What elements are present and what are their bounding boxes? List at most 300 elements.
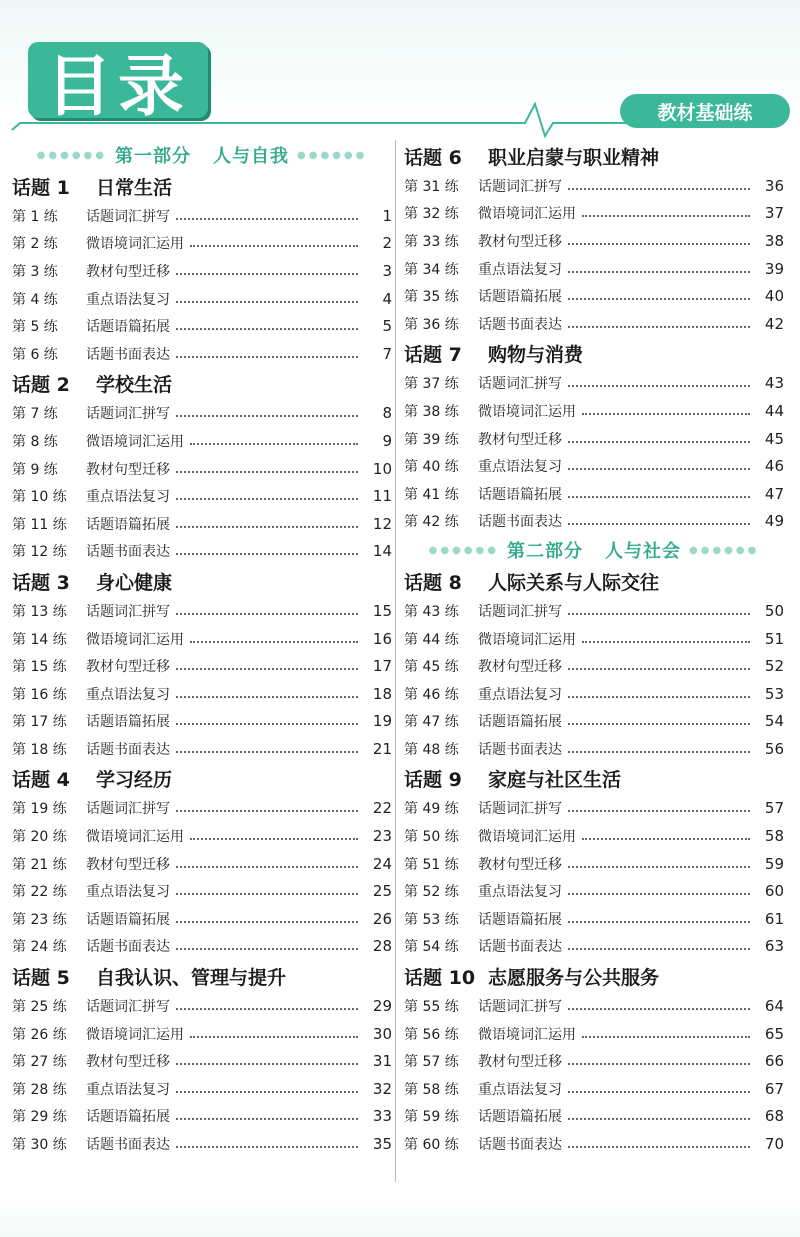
column-divider (395, 140, 396, 1182)
lesson-title: 重点语法复习 (86, 489, 170, 506)
lesson-title: 教材句型迁移 (478, 659, 562, 676)
page-number: 52 (764, 657, 784, 676)
toc-entry[interactable] (404, 933, 784, 961)
dot-leader (568, 326, 750, 328)
toc-entry[interactable] (404, 1130, 784, 1158)
dot-leader (176, 301, 358, 303)
dot-leader (176, 1118, 358, 1120)
lesson-number: 第 55 练 (404, 999, 459, 1016)
page-number: 21 (372, 739, 392, 758)
lesson-number: 第 22 练 (12, 884, 67, 901)
page-number: 51 (764, 629, 784, 648)
toc-entry[interactable] (12, 1047, 392, 1075)
lesson-title: 话题书面表达 (478, 514, 562, 531)
lesson-title: 微语境词汇运用 (478, 631, 576, 648)
dot-leader (176, 553, 358, 555)
lesson-title: 教材句型迁移 (478, 856, 562, 873)
lesson-number: 第 26 练 (12, 1026, 67, 1043)
lesson-number: 第 57 练 (404, 1054, 459, 1071)
toc-entry[interactable] (404, 452, 784, 480)
dot-leader (176, 498, 358, 500)
page-number: 39 (764, 259, 784, 278)
page-number: 36 (764, 176, 784, 195)
page-number: 8 (382, 404, 392, 423)
lesson-number: 第 1 练 (12, 208, 58, 225)
toc-entry[interactable] (404, 397, 784, 425)
toc-entry[interactable] (12, 735, 392, 763)
lesson-number: 第 31 练 (404, 178, 459, 195)
lesson-title: 话题词汇拼写 (478, 178, 562, 195)
toc-entry[interactable] (404, 795, 784, 823)
dot-leader (176, 751, 358, 753)
lesson-title: 重点语法复习 (478, 261, 562, 278)
dot-leader (568, 668, 750, 670)
lesson-number: 第 3 练 (12, 263, 58, 280)
lesson-number: 第 18 练 (12, 741, 67, 758)
page-number: 45 (764, 429, 784, 448)
lesson-title: 教材句型迁移 (478, 431, 562, 448)
lesson-number: 第 43 练 (404, 603, 459, 620)
topic-heading (12, 565, 392, 597)
dot-leader (190, 838, 358, 840)
lesson-number: 第 28 练 (12, 1081, 67, 1098)
lesson-number: 第 36 练 (404, 316, 459, 333)
lesson-title: 重点语法复习 (86, 1081, 170, 1098)
toc-entry[interactable] (404, 877, 784, 905)
page-number: 9 (382, 431, 392, 450)
toc-entry[interactable] (404, 735, 784, 763)
page-number: 26 (372, 909, 392, 928)
lesson-number: 第 49 练 (404, 801, 459, 818)
dot-leader (176, 1146, 358, 1148)
page-number: 1 (382, 206, 392, 225)
topic-name: 人际关系与人际交往 (488, 571, 660, 594)
topic-number: 话题 5 (12, 966, 70, 989)
lesson-title: 话题书面表达 (86, 741, 170, 758)
lesson-title: 话题词汇拼写 (86, 801, 170, 818)
page-number: 58 (764, 827, 784, 846)
page-number: 33 (372, 1107, 392, 1126)
topic-name: 购物与消费 (488, 344, 584, 367)
lesson-number: 第 11 练 (12, 516, 67, 533)
topic-heading (12, 368, 392, 400)
dot-leader (176, 668, 358, 670)
lesson-title: 话题词汇拼写 (86, 999, 170, 1016)
page-number: 19 (372, 712, 392, 731)
page-number: 31 (372, 1052, 392, 1071)
lesson-title: 话题书面表达 (478, 741, 562, 758)
lesson-title: 话题语篇拓展 (478, 1109, 562, 1126)
lesson-title: 重点语法复习 (478, 1081, 562, 1098)
lesson-title: 话题词汇拼写 (86, 208, 170, 225)
lesson-number: 第 2 练 (12, 236, 58, 253)
toc-entry[interactable] (404, 905, 784, 933)
dot-leader (176, 218, 358, 220)
lesson-number: 第 24 练 (12, 939, 67, 956)
toc-entry[interactable] (404, 200, 784, 228)
toc-entry[interactable] (12, 257, 392, 285)
page-number: 7 (382, 344, 392, 363)
lesson-number: 第 47 练 (404, 714, 459, 731)
lesson-number: 第 39 练 (404, 431, 459, 448)
dot-leader (176, 273, 358, 275)
lesson-number: 第 58 练 (404, 1081, 459, 1098)
lesson-number: 第 27 练 (12, 1054, 67, 1071)
lesson-number: 第 32 练 (404, 206, 459, 223)
toc-entry[interactable] (12, 340, 392, 368)
lesson-number: 第 20 练 (12, 829, 67, 846)
page-number: 59 (764, 854, 784, 873)
lesson-title: 话题语篇拓展 (86, 516, 170, 533)
toc-entry[interactable] (12, 680, 392, 708)
toc-entry[interactable] (12, 708, 392, 736)
toc-entry[interactable] (12, 538, 392, 566)
toc-entry[interactable] (404, 652, 784, 680)
toc-entry[interactable] (12, 652, 392, 680)
toc-entry[interactable] (12, 992, 392, 1020)
page-number: 11 (372, 487, 392, 506)
dot-leader (568, 893, 750, 895)
lesson-title: 话题语篇拓展 (478, 714, 562, 731)
lesson-number: 第 29 练 (12, 1109, 67, 1126)
dot-leader (190, 641, 358, 643)
dot-leader (176, 893, 358, 895)
dot-leader (176, 356, 358, 358)
lesson-number: 第 38 练 (404, 403, 459, 420)
page-number: 54 (764, 712, 784, 731)
lesson-number: 第 35 练 (404, 289, 459, 306)
page-number: 43 (764, 374, 784, 393)
decorative-dots: ●●●●●● (36, 149, 107, 161)
dot-leader (568, 1008, 750, 1010)
topic-heading (12, 763, 392, 795)
page-number: 35 (372, 1135, 392, 1154)
page-number: 25 (372, 882, 392, 901)
page-number: 2 (382, 234, 392, 253)
topic-name: 职业启蒙与职业精神 (488, 146, 660, 169)
toc-entry[interactable] (404, 1075, 784, 1103)
page-number: 10 (372, 459, 392, 478)
toc-entry[interactable] (404, 425, 784, 453)
dot-leader (568, 441, 750, 443)
right-topics-b (404, 565, 784, 1158)
toc-entry[interactable] (404, 282, 784, 310)
dot-leader (568, 243, 750, 245)
toc-entry[interactable] (12, 1130, 392, 1158)
part-heading (12, 140, 392, 170)
lesson-number: 第 14 练 (12, 631, 67, 648)
lesson-number: 第 8 练 (12, 433, 58, 450)
lesson-number: 第 9 练 (12, 461, 58, 478)
lesson-title: 话题书面表达 (478, 1137, 562, 1154)
dot-leader (582, 413, 750, 415)
toc-entry[interactable] (404, 822, 784, 850)
lesson-title: 微语境词汇运用 (478, 829, 576, 846)
dot-leader (568, 1146, 750, 1148)
lesson-number: 第 4 练 (12, 291, 58, 308)
dot-leader (176, 1063, 358, 1065)
dot-leader (568, 921, 750, 923)
lesson-number: 第 21 练 (12, 856, 67, 873)
lesson-number: 第 50 练 (404, 829, 459, 846)
page-number: 16 (372, 629, 392, 648)
lesson-number: 第 46 练 (404, 686, 459, 703)
lesson-title: 话题词汇拼写 (478, 999, 562, 1016)
lesson-title: 教材句型迁移 (86, 461, 170, 478)
lesson-title: 微语境词汇运用 (86, 236, 184, 253)
lesson-title: 话题书面表达 (86, 544, 170, 561)
lesson-title: 话题书面表达 (478, 316, 562, 333)
lesson-title: 微语境词汇运用 (86, 631, 184, 648)
topic-name: 学校生活 (96, 374, 173, 397)
lesson-number: 第 42 练 (404, 514, 459, 531)
page-number: 44 (764, 401, 784, 420)
toc-entry[interactable] (404, 172, 784, 200)
lesson-title: 重点语法复习 (86, 884, 170, 901)
dot-leader (582, 838, 750, 840)
section-badge: 教材基础练 (620, 94, 790, 128)
lesson-number: 第 5 练 (12, 319, 58, 336)
lesson-title: 重点语法复习 (478, 884, 562, 901)
toc-entry[interactable] (12, 427, 392, 455)
lesson-number: 第 45 练 (404, 659, 459, 676)
lesson-number: 第 19 练 (12, 801, 67, 818)
toc-entry[interactable] (12, 1075, 392, 1103)
lesson-title: 教材句型迁移 (478, 233, 562, 250)
page-number: 23 (372, 827, 392, 846)
dot-leader (176, 328, 358, 330)
dot-leader (190, 1036, 358, 1038)
lesson-title: 微语境词汇运用 (478, 206, 576, 223)
toc-entry[interactable] (404, 1047, 784, 1075)
topic-heading (404, 565, 784, 597)
toc-entry[interactable] (12, 400, 392, 428)
page-number: 46 (764, 457, 784, 476)
lesson-number: 第 12 练 (12, 544, 67, 561)
lesson-title: 教材句型迁移 (478, 1054, 562, 1071)
page-number: 56 (764, 739, 784, 758)
toc-entry[interactable] (404, 992, 784, 1020)
lesson-title: 教材句型迁移 (86, 659, 170, 676)
lesson-number: 第 54 练 (404, 939, 459, 956)
toc-entry[interactable] (12, 795, 392, 823)
page-number: 66 (764, 1052, 784, 1071)
lesson-title: 话题书面表达 (478, 939, 562, 956)
topic-number: 话题 3 (12, 571, 70, 594)
toc-entry[interactable] (12, 312, 392, 340)
lesson-number: 第 10 练 (12, 489, 67, 506)
dot-leader (568, 866, 750, 868)
page-number: 22 (372, 799, 392, 818)
page-number: 15 (372, 601, 392, 620)
topic-heading (404, 338, 784, 370)
toc-entry[interactable] (12, 1020, 392, 1048)
topic-number: 话题 10 (404, 966, 476, 989)
part-heading (404, 535, 784, 565)
toc-entry[interactable] (12, 850, 392, 878)
lesson-title: 话题词汇拼写 (478, 376, 562, 393)
lesson-number: 第 40 练 (404, 459, 459, 476)
toc-entry[interactable] (404, 850, 784, 878)
toc-entry[interactable] (12, 455, 392, 483)
dot-leader (190, 443, 358, 445)
lesson-number: 第 16 练 (12, 686, 67, 703)
dot-leader (176, 415, 358, 417)
decorative-dots: ●●●●●● (689, 544, 760, 556)
toc-entry[interactable] (12, 933, 392, 961)
toc-entry[interactable] (12, 877, 392, 905)
page-header (0, 0, 800, 150)
toc-entry[interactable] (404, 310, 784, 338)
toc-entry[interactable] (12, 230, 392, 258)
toc-entry[interactable] (12, 1103, 392, 1131)
toc-entry[interactable] (12, 905, 392, 933)
lesson-title: 教材句型迁移 (86, 263, 170, 280)
lesson-title: 微语境词汇运用 (86, 433, 184, 450)
lesson-number: 第 7 练 (12, 406, 58, 423)
page-number: 67 (764, 1079, 784, 1098)
toc-left-column (12, 140, 392, 1158)
toc-entry[interactable] (404, 227, 784, 255)
page-number: 5 (382, 317, 392, 336)
topic-name: 日常生活 (96, 176, 173, 199)
lesson-number: 第 48 练 (404, 741, 459, 758)
topic-name: 家庭与社区生活 (488, 769, 622, 792)
dot-leader (568, 723, 750, 725)
lesson-title: 话题语篇拓展 (86, 911, 170, 928)
topic-number: 话题 6 (404, 146, 462, 169)
page-number: 47 (764, 484, 784, 503)
page-number: 4 (382, 289, 392, 308)
dot-leader (568, 948, 750, 950)
lesson-number: 第 41 练 (404, 486, 459, 503)
lesson-title: 重点语法复习 (86, 686, 170, 703)
page-number: 40 (764, 287, 784, 306)
toc-entry[interactable] (404, 370, 784, 398)
topic-heading (12, 170, 392, 202)
page-number: 50 (764, 601, 784, 620)
lesson-title: 话题语篇拓展 (86, 319, 170, 336)
lesson-number: 第 23 练 (12, 911, 67, 928)
lesson-number: 第 44 练 (404, 631, 459, 648)
page-number: 53 (764, 684, 784, 703)
toc-entry[interactable] (12, 625, 392, 653)
decorative-dots: ●●●●●● (297, 149, 368, 161)
lesson-number: 第 56 练 (404, 1026, 459, 1043)
toc-entry[interactable] (12, 285, 392, 313)
dot-leader (582, 215, 750, 217)
dot-leader (568, 1063, 750, 1065)
lesson-title: 重点语法复习 (478, 686, 562, 703)
topic-name: 志愿服务与公共服务 (488, 966, 660, 989)
part-name: 人与自我 (213, 146, 289, 167)
dot-leader (568, 271, 750, 273)
topic-name: 学习经历 (96, 769, 173, 792)
page-number: 30 (372, 1024, 392, 1043)
dot-leader (176, 723, 358, 725)
topic-number: 话题 7 (404, 344, 462, 367)
dot-leader (568, 1091, 750, 1093)
page-number: 32 (372, 1079, 392, 1098)
lesson-number: 第 51 练 (404, 856, 459, 873)
dot-leader (568, 696, 750, 698)
part-label: 第一部分 (115, 146, 191, 167)
left-topics (12, 170, 392, 1158)
dot-leader (568, 1118, 750, 1120)
lesson-title: 话题语篇拓展 (478, 289, 562, 306)
dot-leader (176, 866, 358, 868)
lesson-number: 第 15 练 (12, 659, 67, 676)
toc-entry[interactable] (404, 625, 784, 653)
lesson-title: 话题语篇拓展 (86, 1109, 170, 1126)
lesson-title: 重点语法复习 (86, 291, 170, 308)
lesson-number: 第 52 练 (404, 884, 459, 901)
right-topics-a (404, 140, 784, 535)
page-number: 70 (764, 1135, 784, 1154)
page-number: 64 (764, 997, 784, 1016)
topic-name: 自我认识、管理与提升 (96, 966, 287, 989)
dot-leader (176, 810, 358, 812)
page-number: 12 (372, 514, 392, 533)
dot-leader (176, 696, 358, 698)
lesson-title: 教材句型迁移 (86, 1054, 170, 1071)
lesson-title: 微语境词汇运用 (86, 829, 184, 846)
dot-leader (176, 1008, 358, 1010)
lesson-title: 话题词汇拼写 (86, 406, 170, 423)
toc-entry[interactable] (404, 508, 784, 536)
dot-leader (568, 468, 750, 470)
dot-leader (190, 245, 358, 247)
page-number: 42 (764, 314, 784, 333)
lesson-title: 微语境词汇运用 (86, 1026, 184, 1043)
page-number: 60 (764, 882, 784, 901)
toc-entry[interactable] (404, 597, 784, 625)
lesson-title: 话题词汇拼写 (478, 801, 562, 818)
dot-leader (568, 385, 750, 387)
lesson-title: 重点语法复习 (478, 459, 562, 476)
lesson-title: 话题书面表达 (86, 939, 170, 956)
toc-entry[interactable] (404, 255, 784, 283)
dot-leader (568, 188, 750, 190)
lesson-number: 第 53 练 (404, 911, 459, 928)
toc-entry[interactable] (404, 1103, 784, 1131)
topic-number: 话题 8 (404, 571, 462, 594)
topic-heading (404, 763, 784, 795)
toc-entry[interactable] (12, 822, 392, 850)
page-number: 68 (764, 1107, 784, 1126)
page-number: 37 (764, 204, 784, 223)
toc-entry[interactable] (404, 708, 784, 736)
toc-entry[interactable] (12, 597, 392, 625)
dot-leader (568, 298, 750, 300)
lesson-number: 第 6 练 (12, 346, 58, 363)
toc-entry[interactable] (12, 482, 392, 510)
toc-entry[interactable] (404, 1020, 784, 1048)
dot-leader (568, 810, 750, 812)
lesson-title: 话题词汇拼写 (478, 603, 562, 620)
toc-entry[interactable] (12, 510, 392, 538)
toc-entry[interactable] (404, 480, 784, 508)
page-number: 24 (372, 854, 392, 873)
topic-number: 话题 1 (12, 176, 70, 199)
toc-entry[interactable] (12, 202, 392, 230)
topic-number: 话题 2 (12, 374, 70, 397)
topic-heading (404, 140, 784, 172)
lesson-number: 第 37 练 (404, 376, 459, 393)
dot-leader (176, 921, 358, 923)
toc-entry[interactable] (404, 680, 784, 708)
dot-leader (176, 613, 358, 615)
